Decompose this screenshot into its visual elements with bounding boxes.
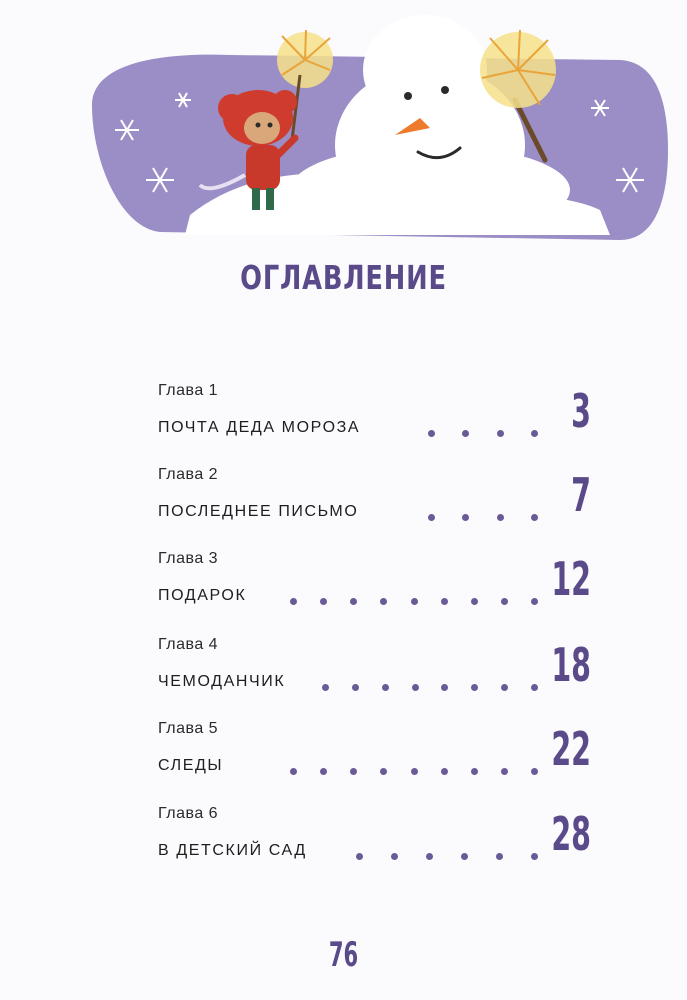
chapter-title: ПОЧТА ДЕДА МОРОЗА <box>158 419 361 436</box>
toc-entry[interactable] <box>0 382 687 472</box>
chapter-label: Глава 2 <box>158 466 219 483</box>
toc-entry[interactable] <box>0 720 687 810</box>
chapter-title: ПОДАРОК <box>158 587 247 604</box>
leader-dots <box>428 429 538 437</box>
page-number: 28 <box>551 807 591 861</box>
chapter-label: Глава 3 <box>158 550 219 567</box>
chapter-label: Глава 5 <box>158 720 219 737</box>
leader-dots <box>322 683 538 691</box>
leader-dots <box>290 597 538 605</box>
page-number: 18 <box>551 638 591 692</box>
leader-dots <box>428 513 538 521</box>
page-number: 7 <box>571 468 591 522</box>
chapter-label: Глава 6 <box>158 805 219 822</box>
toc-title: ОГЛАВЛЕНИЕ <box>240 258 447 297</box>
toc-entry[interactable] <box>0 550 687 640</box>
folio-page-number: 76 <box>328 935 359 975</box>
leader-dots <box>356 852 538 860</box>
chapter-title: СЛЕДЫ <box>158 757 224 774</box>
chapter-title: В ДЕТСКИЙ САД <box>158 842 307 859</box>
page-number: 12 <box>551 552 591 606</box>
leader-dots <box>290 767 538 775</box>
page-number: 22 <box>551 722 591 776</box>
toc-entry[interactable] <box>0 466 687 556</box>
chapter-label: Глава 4 <box>158 636 219 653</box>
chapter-title: ПОСЛЕДНЕЕ ПИСЬМО <box>158 503 359 520</box>
chapter-title: ЧЕМОДАНЧИК <box>158 673 286 690</box>
toc-entry[interactable] <box>0 805 687 895</box>
page-number: 3 <box>571 384 591 438</box>
chapter-label: Глава 1 <box>158 382 219 399</box>
toc-entry[interactable] <box>0 636 687 726</box>
